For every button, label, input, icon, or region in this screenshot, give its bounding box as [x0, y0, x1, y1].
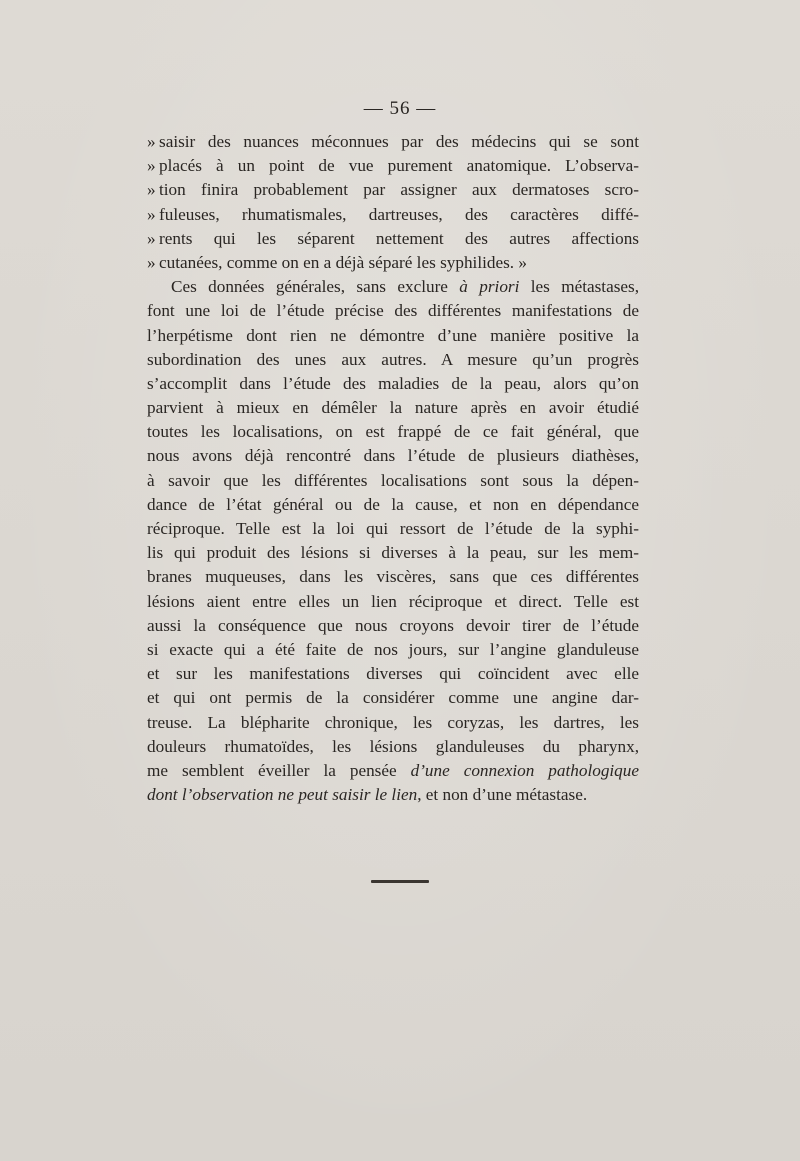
paragraph-line: lis qui produit des lésions si diverses à la peau, sur les mem- — [147, 543, 639, 563]
paragraph-line: parvient à mieux en démêler la nature après en avoir étudié — [147, 398, 639, 418]
quote-line-4 — [147, 203, 639, 227]
paragraph-line-last — [147, 783, 639, 807]
paragraph-line-1 — [147, 275, 639, 299]
quote-line-6 — [147, 251, 639, 275]
body-text — [147, 130, 639, 807]
quote-text: fuleuses, rhumatismales, dartreuses, des caractères diffé- — [159, 204, 639, 224]
guillemet: » — [147, 180, 156, 200]
paragraph-line: branes muqueuses, dans les viscères, sans que ces différentes — [147, 567, 639, 587]
paragraph-line: douleurs rhumatoïdes, les lésions glanduleuses du pharynx, — [147, 736, 639, 756]
paragraph-line: toutes les localisations, on est frappé de ce fait général, que — [147, 422, 639, 442]
paragraph-line: aussi la conséquence que nous croyons devoir tirer de l’étude — [147, 615, 639, 635]
end-ornament-rule — [371, 880, 429, 883]
quote-text: saisir des nuances méconnues par des médecins qui se sont — [159, 132, 639, 151]
italic-text: à priori — [459, 277, 520, 297]
guillemet: » — [147, 228, 156, 248]
guillemet: » — [147, 252, 156, 272]
paragraph-line: réciproque. Telle est la loi qui ressort de l’étude de la syphi- — [147, 519, 639, 538]
paragraph-line: et qui ont permis de la considérer comme une angine dar- — [147, 688, 639, 708]
paragraph-line: lésions aient entre elles un lien réciproque et direct. Telle est — [147, 591, 639, 611]
paragraph-line: l’herpétisme dont rien ne démontre d’une manière positive la — [147, 325, 639, 345]
quote-text: cutanées, comme on en a déjà séparé les syphilides. » — [159, 252, 527, 272]
guillemet: » — [147, 204, 156, 224]
text-run: , et non d’une métastase. — [417, 785, 588, 805]
paragraph-line: dance de l’état général ou de la cause, et non en dépendance — [147, 494, 639, 514]
text-run: Ces données générales, sans exclure — [171, 277, 460, 297]
paragraph-line: font une loi de l’étude précise des différentes manifestations de — [147, 301, 639, 321]
quote-text: tion finira probablement par assigner aux dermatoses scro- — [159, 180, 639, 200]
text-run: me semblent éveiller la pensée — [147, 760, 411, 780]
paragraph-line: s’accomplit dans l’étude des maladies de la peau, alors qu’on — [147, 373, 639, 393]
paragraph-line: à savoir que les différentes localisations sont sous la dépen- — [147, 470, 639, 490]
text-run: les métastases, — [519, 277, 639, 297]
paragraph-line: si exacte qui a été faite de nos jours, sur l’angine glanduleuse — [147, 639, 639, 659]
quote-text: placés à un point de vue purement anatomique. L’observa- — [159, 156, 639, 176]
quote-line-2 — [147, 154, 639, 178]
page-number: — 56 — — [363, 98, 437, 119]
quote-text: rents qui les séparent nettement des autres affections — [159, 228, 639, 248]
paragraph-line-penultimate — [147, 759, 639, 783]
paragraph-line: nous avons déjà rencontré dans l’étude de plusieurs diathèses, — [147, 446, 639, 466]
italic-text: dont l’observation ne peut saisir le lien — [147, 785, 418, 805]
quote-line-3 — [147, 178, 639, 202]
paragraph-line: treuse. La blépharite chronique, les coryzas, les dartres, les — [147, 712, 639, 732]
guillemet: » — [147, 132, 156, 151]
paragraph-line: subordination des unes aux autres. A mesure qu’un progrès — [147, 349, 639, 369]
italic-text: d’une connexion pathologique — [410, 760, 639, 780]
quote-line-5 — [147, 227, 639, 251]
quote-line-1 — [147, 130, 639, 154]
guillemet: » — [147, 156, 156, 176]
paragraph-line: et sur les manifestations diverses qui coïncident avec elle — [147, 664, 639, 684]
